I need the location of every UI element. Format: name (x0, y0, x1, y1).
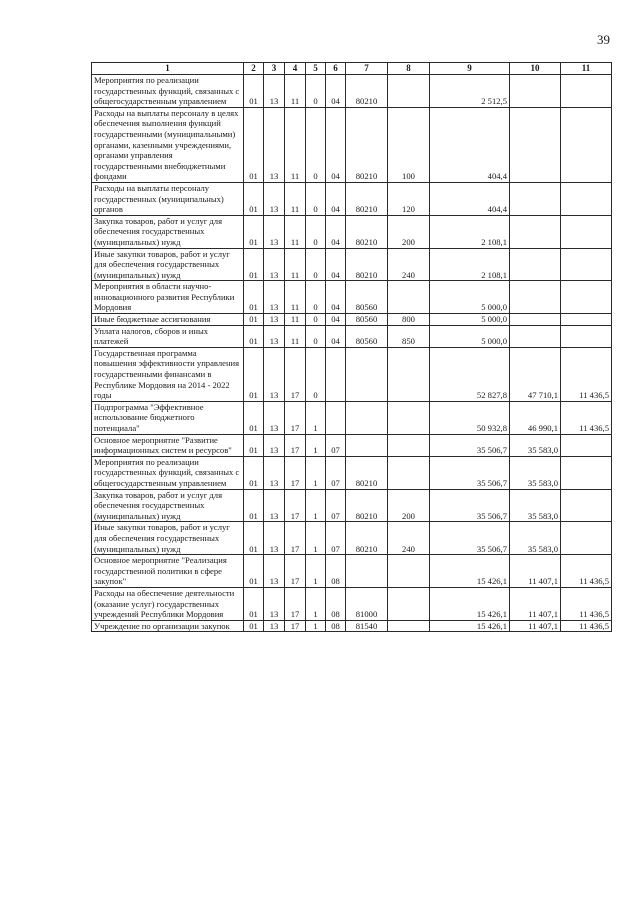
amount-col-9-cell: 35 506,7 (430, 456, 510, 489)
amount-col-10-cell (510, 182, 561, 215)
section-code-cell: 01 (244, 456, 264, 489)
event-code-cell: 07 (326, 456, 346, 489)
subsection-code-cell: 13 (264, 555, 285, 588)
amount-col-9-cell: 50 932,8 (430, 401, 510, 434)
direction-code-cell: 80560 (346, 325, 388, 347)
amount-col-11-cell (561, 434, 612, 456)
amount-col-10-cell: 47 710,1 (510, 347, 561, 401)
direction-code-cell (346, 555, 388, 588)
amount-col-11-cell (561, 281, 612, 314)
subprogram-code-cell: 0 (306, 182, 326, 215)
table-row (92, 107, 612, 182)
table-row (92, 75, 612, 108)
column-header-1: 1 (92, 63, 244, 75)
event-code-cell: 04 (326, 107, 346, 182)
column-header-5: 5 (306, 63, 326, 75)
table-row (92, 281, 612, 314)
section-code-cell: 01 (244, 182, 264, 215)
amount-col-9-cell: 2 108,1 (430, 215, 510, 248)
expense-name-cell: Основное мероприятие "Развитие информационных систем и ресурсов" (92, 434, 244, 456)
subsection-code-cell: 13 (264, 107, 285, 182)
amount-col-10-cell (510, 75, 561, 108)
expense-name-cell: Мероприятия по реализации государственных функций, связанных с общегосударственным управлением (92, 75, 244, 108)
expense-type-code-cell (388, 401, 430, 434)
subsection-code-cell: 13 (264, 434, 285, 456)
expense-name-cell: Иные закупки товаров, работ и услуг для обеспечения государственных (муниципальных) нужд (92, 522, 244, 555)
budget-table (91, 62, 612, 632)
program-code-cell: 17 (285, 434, 306, 456)
subsection-code-cell: 13 (264, 215, 285, 248)
subsection-code-cell: 13 (264, 620, 285, 632)
amount-col-11-cell (561, 75, 612, 108)
program-code-cell: 11 (285, 325, 306, 347)
expense-name-cell: Подпрограмма "Эффективное использование бюджетного потенциала" (92, 401, 244, 434)
expense-type-code-cell (388, 434, 430, 456)
program-code-cell: 11 (285, 182, 306, 215)
amount-col-10-cell: 35 583,0 (510, 522, 561, 555)
direction-code-cell: 80210 (346, 75, 388, 108)
expense-type-code-cell (388, 587, 430, 620)
event-code-cell: 08 (326, 587, 346, 620)
table-row (92, 347, 612, 401)
direction-code-cell: 81000 (346, 587, 388, 620)
program-code-cell: 17 (285, 555, 306, 588)
table-row (92, 248, 612, 281)
amount-col-10-cell (510, 314, 561, 326)
section-code-cell: 01 (244, 281, 264, 314)
event-code-cell: 07 (326, 489, 346, 522)
column-header-7: 7 (346, 63, 388, 75)
expense-type-code-cell: 200 (388, 215, 430, 248)
amount-col-10-cell: 46 990,1 (510, 401, 561, 434)
event-code-cell: 04 (326, 325, 346, 347)
subsection-code-cell: 13 (264, 401, 285, 434)
subprogram-code-cell: 1 (306, 555, 326, 588)
amount-col-11-cell (561, 456, 612, 489)
amount-col-11-cell (561, 522, 612, 555)
section-code-cell: 01 (244, 75, 264, 108)
subprogram-code-cell: 1 (306, 401, 326, 434)
subsection-code-cell: 13 (264, 587, 285, 620)
subprogram-code-cell: 0 (306, 314, 326, 326)
expense-type-code-cell: 850 (388, 325, 430, 347)
direction-code-cell: 80560 (346, 281, 388, 314)
direction-code-cell (346, 434, 388, 456)
amount-col-9-cell: 5 000,0 (430, 314, 510, 326)
direction-code-cell: 80210 (346, 215, 388, 248)
subprogram-code-cell: 0 (306, 281, 326, 314)
section-code-cell: 01 (244, 434, 264, 456)
amount-col-9-cell: 5 000,0 (430, 281, 510, 314)
column-header-3: 3 (264, 63, 285, 75)
direction-code-cell: 80210 (346, 456, 388, 489)
direction-code-cell: 80210 (346, 522, 388, 555)
expense-name-cell: Государственная программа повышения эффективности управления государственными финансами в Республике Мордовия на 2014 - 2022 годы (92, 347, 244, 401)
expense-name-cell: Мероприятия по реализации государственных функций, связанных с общегосударственным управлением (92, 456, 244, 489)
subprogram-code-cell: 1 (306, 587, 326, 620)
table-row (92, 401, 612, 434)
program-code-cell: 17 (285, 522, 306, 555)
event-code-cell: 08 (326, 555, 346, 588)
amount-col-10-cell (510, 107, 561, 182)
amount-col-9-cell: 52 827,8 (430, 347, 510, 401)
direction-code-cell (346, 401, 388, 434)
amount-col-9-cell: 404,4 (430, 182, 510, 215)
expense-name-cell: Мероприятия в области научно-инновационного развития Республики Мордовия (92, 281, 244, 314)
program-code-cell: 11 (285, 248, 306, 281)
direction-code-cell (346, 347, 388, 401)
section-code-cell: 01 (244, 555, 264, 588)
expense-type-code-cell: 240 (388, 522, 430, 555)
amount-col-9-cell: 15 426,1 (430, 620, 510, 632)
expense-type-code-cell (388, 347, 430, 401)
table-row (92, 555, 612, 588)
program-code-cell: 17 (285, 587, 306, 620)
table-row (92, 215, 612, 248)
expense-name-cell: Расходы на выплаты персоналу в целях обеспечения выполнения функций государственными (муниципальными) органами, казенными учреждениями, органами управления государственными внебюджетными фондами (92, 107, 244, 182)
subsection-code-cell: 13 (264, 347, 285, 401)
amount-col-11-cell: 11 436,5 (561, 620, 612, 632)
event-code-cell: 04 (326, 281, 346, 314)
program-code-cell: 17 (285, 347, 306, 401)
amount-col-11-cell (561, 215, 612, 248)
table-row (92, 314, 612, 326)
amount-col-10-cell: 11 407,1 (510, 620, 561, 632)
expense-name-cell: Закупка товаров, работ и услуг для обеспечения государственных (муниципальных) нужд (92, 489, 244, 522)
amount-col-9-cell: 35 506,7 (430, 434, 510, 456)
expense-name-cell: Иные закупки товаров, работ и услуг для обеспечения государственных (муниципальных) нужд (92, 248, 244, 281)
program-code-cell: 17 (285, 401, 306, 434)
amount-col-11-cell: 11 436,5 (561, 347, 612, 401)
amount-col-11-cell: 11 436,5 (561, 401, 612, 434)
column-header-11: 11 (561, 63, 612, 75)
page-number: 39 (597, 32, 610, 47)
table-header-row (92, 63, 612, 75)
amount-col-10-cell (510, 325, 561, 347)
expense-type-code-cell: 120 (388, 182, 430, 215)
direction-code-cell: 81540 (346, 620, 388, 632)
amount-col-9-cell: 5 000,0 (430, 325, 510, 347)
expense-type-code-cell (388, 281, 430, 314)
amount-col-11-cell: 11 436,5 (561, 555, 612, 588)
expense-name-cell: Закупка товаров, работ и услуг для обеспечения государственных (муниципальных) нужд (92, 215, 244, 248)
table-row (92, 325, 612, 347)
expense-name-cell: Основное мероприятие "Реализация государственной политики в сфере закупок" (92, 555, 244, 588)
subprogram-code-cell: 1 (306, 434, 326, 456)
amount-col-10-cell: 35 583,0 (510, 456, 561, 489)
expense-name-cell: Учреждение по организации закупок (92, 620, 244, 632)
subprogram-code-cell: 1 (306, 456, 326, 489)
program-code-cell: 11 (285, 75, 306, 108)
event-code-cell: 04 (326, 314, 346, 326)
expense-name-cell: Иные бюджетные ассигнования (92, 314, 244, 326)
table-row (92, 620, 612, 632)
amount-col-10-cell (510, 215, 561, 248)
subsection-code-cell: 13 (264, 314, 285, 326)
event-code-cell: 04 (326, 75, 346, 108)
table-body (92, 75, 612, 632)
program-code-cell: 17 (285, 489, 306, 522)
amount-col-9-cell: 35 506,7 (430, 489, 510, 522)
column-header-4: 4 (285, 63, 306, 75)
amount-col-11-cell: 11 436,5 (561, 587, 612, 620)
event-code-cell: 07 (326, 522, 346, 555)
subsection-code-cell: 13 (264, 489, 285, 522)
section-code-cell: 01 (244, 347, 264, 401)
direction-code-cell: 80210 (346, 489, 388, 522)
event-code-cell: 07 (326, 434, 346, 456)
amount-col-11-cell (561, 489, 612, 522)
amount-col-10-cell: 11 407,1 (510, 555, 561, 588)
section-code-cell: 01 (244, 248, 264, 281)
program-code-cell: 11 (285, 281, 306, 314)
subprogram-code-cell: 0 (306, 325, 326, 347)
subsection-code-cell: 13 (264, 75, 285, 108)
direction-code-cell: 80210 (346, 182, 388, 215)
event-code-cell: 04 (326, 215, 346, 248)
subsection-code-cell: 13 (264, 281, 285, 314)
event-code-cell (326, 401, 346, 434)
subsection-code-cell: 13 (264, 248, 285, 281)
expense-name-cell: Расходы на обеспечение деятельности (оказание услуг) государственных учреждений Республики Мордовия (92, 587, 244, 620)
subsection-code-cell: 13 (264, 182, 285, 215)
subprogram-code-cell: 0 (306, 75, 326, 108)
direction-code-cell: 80210 (346, 248, 388, 281)
event-code-cell: 04 (326, 248, 346, 281)
section-code-cell: 01 (244, 314, 264, 326)
expense-type-code-cell (388, 456, 430, 489)
subprogram-code-cell: 0 (306, 215, 326, 248)
amount-col-11-cell (561, 248, 612, 281)
expense-type-code-cell: 100 (388, 107, 430, 182)
amount-col-11-cell (561, 325, 612, 347)
section-code-cell: 01 (244, 215, 264, 248)
amount-col-10-cell: 35 583,0 (510, 434, 561, 456)
column-header-9: 9 (430, 63, 510, 75)
expense-type-code-cell (388, 555, 430, 588)
amount-col-10-cell: 35 583,0 (510, 489, 561, 522)
section-code-cell: 01 (244, 620, 264, 632)
amount-col-11-cell (561, 314, 612, 326)
subprogram-code-cell: 1 (306, 489, 326, 522)
event-code-cell: 08 (326, 620, 346, 632)
table-row (92, 182, 612, 215)
table-row (92, 587, 612, 620)
amount-col-9-cell: 35 506,7 (430, 522, 510, 555)
expense-name-cell: Уплата налогов, сборов и иных платежей (92, 325, 244, 347)
amount-col-10-cell (510, 248, 561, 281)
table-row (92, 456, 612, 489)
section-code-cell: 01 (244, 107, 264, 182)
subsection-code-cell: 13 (264, 325, 285, 347)
section-code-cell: 01 (244, 401, 264, 434)
amount-col-10-cell (510, 281, 561, 314)
subprogram-code-cell: 0 (306, 248, 326, 281)
program-code-cell: 11 (285, 215, 306, 248)
amount-col-9-cell: 2 108,1 (430, 248, 510, 281)
section-code-cell: 01 (244, 522, 264, 555)
expense-type-code-cell: 800 (388, 314, 430, 326)
expense-type-code-cell (388, 75, 430, 108)
subprogram-code-cell: 0 (306, 347, 326, 401)
subprogram-code-cell: 1 (306, 620, 326, 632)
subprogram-code-cell: 0 (306, 107, 326, 182)
column-header-8: 8 (388, 63, 430, 75)
event-code-cell (326, 347, 346, 401)
event-code-cell: 04 (326, 182, 346, 215)
column-header-6: 6 (326, 63, 346, 75)
amount-col-9-cell: 15 426,1 (430, 587, 510, 620)
amount-col-10-cell: 11 407,1 (510, 587, 561, 620)
expense-name-cell: Расходы на выплаты персоналу государственных (муниципальных) органов (92, 182, 244, 215)
amount-col-9-cell: 404,4 (430, 107, 510, 182)
amount-col-9-cell: 15 426,1 (430, 555, 510, 588)
expense-type-code-cell: 200 (388, 489, 430, 522)
table-row (92, 434, 612, 456)
table-row (92, 489, 612, 522)
section-code-cell: 01 (244, 587, 264, 620)
program-code-cell: 11 (285, 107, 306, 182)
program-code-cell: 17 (285, 456, 306, 489)
amount-col-11-cell (561, 107, 612, 182)
expense-type-code-cell: 240 (388, 248, 430, 281)
table-row (92, 522, 612, 555)
amount-col-11-cell (561, 182, 612, 215)
section-code-cell: 01 (244, 489, 264, 522)
program-code-cell: 11 (285, 314, 306, 326)
subsection-code-cell: 13 (264, 456, 285, 489)
section-code-cell: 01 (244, 325, 264, 347)
column-header-2: 2 (244, 63, 264, 75)
direction-code-cell: 80210 (346, 107, 388, 182)
expense-type-code-cell (388, 620, 430, 632)
amount-col-9-cell: 2 512,5 (430, 75, 510, 108)
direction-code-cell: 80560 (346, 314, 388, 326)
subsection-code-cell: 13 (264, 522, 285, 555)
subprogram-code-cell: 1 (306, 522, 326, 555)
column-header-10: 10 (510, 63, 561, 75)
program-code-cell: 17 (285, 620, 306, 632)
